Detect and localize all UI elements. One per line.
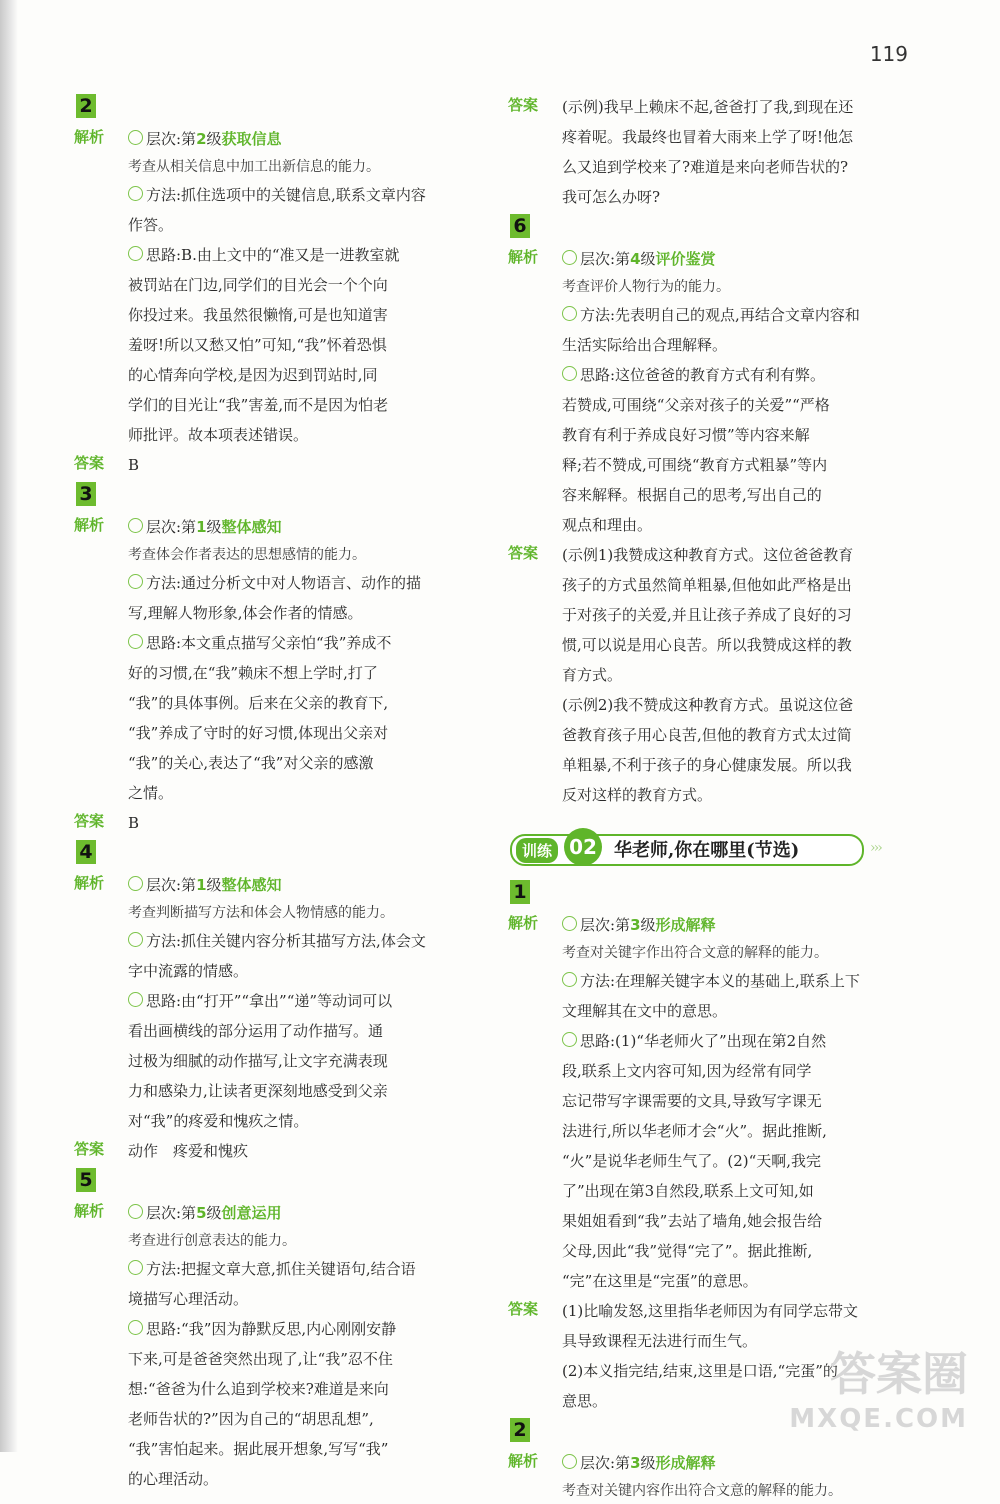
answer-label: 答案	[508, 544, 539, 562]
section-banner	[510, 834, 938, 866]
q5-answer-block: 答案 (示例)我早上赖床不起,爸爸打了我,到现在还 疼着呢。我最终也冒着大雨来上学了呀!他怎 么又追到学校来了?难道是来向老师告状的? 我可怎么办呀?	[508, 96, 854, 206]
question-2	[74, 92, 504, 480]
circle-three-icon	[562, 366, 577, 381]
ability-text: 考查评价人物行为的能力。	[562, 279, 730, 295]
answer-text: B	[128, 456, 140, 474]
circle-three-icon	[128, 634, 143, 649]
answer-text: B	[128, 814, 140, 832]
circle-one-icon	[562, 250, 577, 265]
question-6	[508, 212, 938, 810]
answer-label: 答案	[74, 812, 105, 830]
answer-label: 答案	[74, 454, 105, 472]
ability-text: 考查从相关信息中加工出新信息的能力。	[128, 159, 380, 175]
circle-three-icon	[128, 992, 143, 1007]
analysis-block: 解析 层次:第4级评价鉴赏 考查评价人物行为的能力。 方法:先表明自己的观点,再结合文章内容和 生活实际给出合理解释。 思路:这位爸爸的教育方式有利有弊。 若赞成,可围绕“父亲对孩子的关爱”“严格 教育有利于养成良好习惯”等内容来解 释;若不赞成,可围绕“教育方式粗暴”等内 容来解释。根据自己的思考,写出自己的 观点和理由。	[508, 244, 938, 540]
analysis-block: 解析 层次:第5级创意运用 考查进行创意表达的能力。 方法:把握文章大意,抓住关键语句,结合语 境描写心理活动。 思路:“我”因为静默反思,内心刚刚安静 下来,可是爸爸突然出现了,让“我”忍不住 想:“爸爸为什么追到学校来?难道是来向 老师告状的?”因为自己的“胡思乱想”, “我”害怕起来。据此展开想象,写写“我” 的心理活动。	[74, 1198, 504, 1494]
level-line: 层次:第3级形成解释	[562, 1448, 938, 1478]
question-5	[74, 1166, 504, 1494]
question-number: 4	[76, 840, 96, 864]
question-number: 3	[76, 482, 96, 506]
page-number: 119	[869, 42, 908, 66]
circle-one-icon	[128, 1204, 143, 1219]
circle-three-icon	[128, 246, 143, 261]
right-column	[508, 92, 938, 1504]
banner-title: 华老师,你在哪里(节选)	[614, 840, 800, 861]
circle-one-icon	[128, 130, 143, 145]
analysis-label: 解析	[74, 874, 105, 892]
answer-label: 答案	[508, 96, 539, 114]
analysis-label: 解析	[74, 516, 105, 534]
circle-two-icon	[128, 574, 143, 589]
ability-text: 考查体会作者表达的思想感情的能力。	[128, 547, 366, 563]
analysis-label: 解析	[74, 1202, 105, 1220]
analysis-label: 解析	[508, 1452, 539, 1470]
circle-two-icon	[128, 1260, 143, 1275]
banner-number: 02	[564, 828, 602, 866]
circle-three-icon	[128, 1320, 143, 1335]
page-edge-shadow	[0, 0, 18, 1452]
answer-label: 答案	[508, 1300, 539, 1318]
ability-text: 考查进行创意表达的能力。	[128, 1233, 296, 1249]
level-line: 层次:第1级整体感知	[128, 512, 504, 542]
level-line: 层次:第1级整体感知	[128, 870, 504, 900]
question-4	[74, 838, 504, 1166]
analysis-block: 解析 层次:第3级形成解释 考查对关键字作出符合文意的解释的能力。 方法:在理解关键字本义的基础上,联系上下 文理解其在文中的意思。 思路:(1)“华老师火了”出现在第2自然 段,联系上文内容可知,因为经常有同学 忘记带写字课需要的文具,导致写字课无 法进行,所以华老师才会“火”。据此推断, “火”是说华老师生气了。(2)“天啊,我完 了”出现在第3自然段,联系上文可知,如 果姐姐看到“我”去站了墙角,她会报告给 父母,因此“我”觉得“完了”。据此推断, “完”在这里是“完蛋”的意思。	[508, 910, 938, 1296]
answer-label: 答案	[74, 1140, 105, 1158]
answer-block	[74, 808, 504, 838]
level-line: 层次:第5级创意运用	[128, 1198, 504, 1228]
circle-two-icon	[128, 186, 143, 201]
watermark-logo-text: 答案圈	[830, 1347, 968, 1401]
question-number: 2	[510, 1418, 530, 1442]
circle-three-icon	[562, 1032, 577, 1047]
question-number: 5	[76, 1168, 96, 1192]
question-number: 1	[510, 880, 530, 904]
question-number: 2	[76, 94, 96, 118]
circle-one-icon	[128, 876, 143, 891]
circle-two-icon	[562, 306, 577, 321]
training-question-1	[508, 878, 938, 1416]
arrows-icon: ›››	[870, 840, 881, 856]
analysis-label: 解析	[508, 914, 539, 932]
level-line: 层次:第4级评价鉴赏	[562, 244, 938, 274]
answer-block	[74, 1136, 504, 1166]
answer-block: 答案 (1)比喻发怒,这里指华老师因为有同学忘带文 具导致课程无法进行而生气。 (2)本义指完结,结束,这里是口语,“完蛋”的 意思。	[508, 1300, 859, 1410]
answer-block	[74, 450, 504, 480]
left-column	[74, 92, 504, 1494]
circle-one-icon	[128, 518, 143, 533]
circle-one-icon	[562, 916, 577, 931]
ability-text: 考查对关键内容作出符合文意的解释的能力。	[562, 1483, 842, 1499]
circle-one-icon	[562, 1454, 577, 1469]
circle-two-icon	[562, 972, 577, 987]
analysis-label: 解析	[74, 128, 105, 146]
ability-text: 考查判断描写方法和体会人物情感的能力。	[128, 905, 394, 921]
question-3	[74, 480, 504, 838]
watermark	[789, 1338, 968, 1434]
level-line: 层次:第3级形成解释	[562, 910, 938, 940]
banner-word: 训练	[516, 838, 558, 863]
answer-block: 答案 (示例1)我赞成这种教育方式。这位爸爸教育 孩子的方式虽然简单粗暴,但他如此严格是出 于对孩子的关爱,并且让孩子养成了良好的习 惯,可以说是用心良苦。所以我赞成这样的教 育方式。 (示例2)我不赞成这种教育方式。虽说这位爸 爸教育孩子用心良苦,但他的教育方式太过简 单粗暴,不利于孩子的身心健康发展。所以我 反对这样的教育方式。	[508, 544, 854, 804]
level-line: 层次:第2级获取信息	[128, 124, 504, 154]
answer-text: 动作 疼爱和愧疚	[128, 1142, 249, 1160]
ability-text: 考查对关键字作出符合文意的解释的能力。	[562, 945, 828, 961]
watermark-url: MXQE.COM	[789, 1404, 968, 1434]
analysis-block: 解析 层次:第2级获取信息 考查从相关信息中加工出新信息的能力。 方法:抓住选项中的关键信息,联系文章内容 作答。 思路:B.由上文中的“准又是一进教室就 被罚站在门边,同学们的目光会一个个向 你投过来。我虽然很懒惰,可是也知道害 羞呀!所以又愁又怕”可知,“我”怀着恐惧 的心情奔向学校,是因为迟到罚站时,同 学们的目光让“我”害羞,而不是因为怕老 师批评。故本项表述错误。	[74, 124, 504, 450]
analysis-block: 解析 层次:第1级整体感知 考查判断描写方法和体会人物情感的能力。 方法:抓住关键内容分析其描写方法,体会文 字中流露的情感。 思路:由“打开”“拿出”“递”等动词可以 看出画横线的部分运用了动作描写。通 过极为细腻的动作描写,让文字充满表现 力和感染力,让读者更深刻地感受到父亲 对“我”的疼爱和愧疚之情。	[74, 870, 504, 1136]
analysis-label: 解析	[508, 248, 539, 266]
analysis-block: 解析 层次:第1级整体感知 考查体会作者表达的思想感情的能力。 方法:通过分析文中对人物语言、动作的描 写,理解人物形象,体会作者的情感。 思路:本文重点描写父亲怕“我”养成不 好的习惯,在“我”赖床不想上学时,打了 “我”的具体事例。后来在父亲的教育下, “我”养成了守时的好习惯,体现出父亲对 “我”的关心,表达了“我”对父亲的感激 之情。	[74, 512, 504, 808]
question-number: 6	[510, 214, 530, 238]
analysis-block	[508, 1448, 938, 1504]
circle-two-icon	[128, 932, 143, 947]
